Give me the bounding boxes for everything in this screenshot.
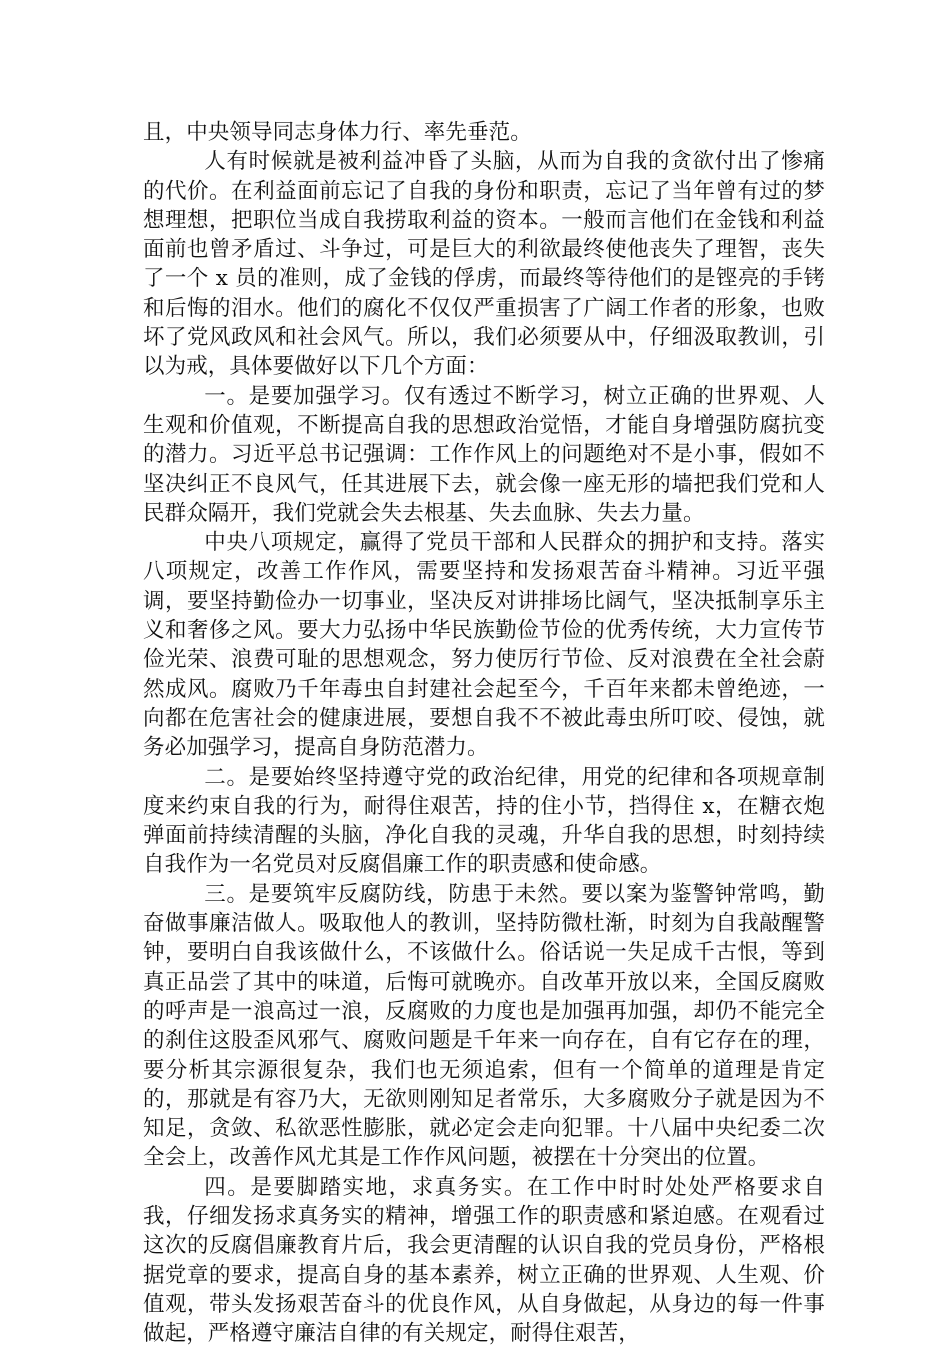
paragraph-eight-regulations: 中央八项规定，赢得了党员干部和人民群众的拥护和支持。落实八项规定，改善工作作风，需要坚持和发扬艰苦奋斗精神。习近平强调，要坚持勤俭办一切事业，坚决反对讲排场比阔气，坚决抵制享乐主义和奢侈之风。要大力弘扬中华民族勤俭节俭的优秀传统，大力宣传节俭光荣、浪费可耻的思想观念，努力使厉行节俭、反对浪费在全社会蔚然成风。腐败乃千年毒虫自封建社会起至今，千百年来都未曾绝迹，一向都在危害社会的健康进展，要想自我不不被此毒虫所叮咬、侵蚀，就务必加强学习，提高自身防范潜力。 (143, 530, 825, 761)
paragraph-point-one-study: 一。是要加强学习。仅有透过不断学习，树立正确的世界观、人生观和价值观，不断提高自我的思想政治觉悟，才能自身增强防腐抗变的潜力。习近平总书记强调：工作作风上的问题绝对不是小事，假如不坚决纠正不良风气，任其进展下去，就会像一座无形的墙把我们党和人民群众隔开，我们党就会失去根基、失去血脉、失去力量。 (143, 383, 825, 526)
paragraph-continuation: 且，中央领导同志身体力行、率先垂范。 (143, 120, 532, 145)
document-body (143, 118, 825, 1348)
paragraph-self-interest: 人有时候就是被利益冲昏了头脑，从而为自我的贪欲付出了惨痛的代价。在利益面前忘记了自我的身份和职责，忘记了当年曾有过的梦想理想，把职位当成自我捞取利益的资本。一般而言他们在金钱和利益面前也曾矛盾过、斗争过，可是巨大的利欲最终使他丧失了理智，丧失了一个 x 员的准则，成了金钱的俘虏，而最终等待他们的是铿亮的手铐和后悔的泪水。他们的腐化不仅仅严重损害了广阔工作者的形象，也败坏了党风政风和社会风气。所以，我们必须要从中，仔细汲取教训，引以为戒，具体要做好以下几个方面： (143, 149, 825, 380)
paragraph-point-two-discipline: 二。是要始终坚持遵守党的政治纪律，用党的纪律和各项规章制度来约束自我的行为，耐得住艰苦，持的住小节，挡得住 x，在糖衣炮弹面前持续清醒的头脑，净化自我的灵魂，升华自我的思想，时刻持续自我作为一名党员对反腐倡廉工作的职责感和使命感。 (143, 764, 825, 878)
paragraph-point-four-practical: 四。是要脚踏实地，求真务实。在工作中时时处处严格要求自我，仔细发扬求真务实的精神，增强工作的职责感和紧迫感。在观看过这次的反腐倡廉教育片后，我会更清醒的认识自我的党员身份，严格根据党章的要求，提高自身的基本素养，树立正确的世界观、人生观、价值观，带头发扬艰苦奋斗的优良作风，从自身做起，从身边的每一件事做起，严格遵守廉洁自律的有关规定，耐得住艰苦， (143, 1174, 825, 1347)
paragraph-point-three-defense: 三。是要筑牢反腐防线，防患于未然。要以案为鉴警钟常鸣，勤奋做事廉洁做人。吸取他人的教训，坚持防微杜渐，时刻为自我敲醒警钟，要明白自我该做什么，不该做什么。俗话说一失足成千古恨，等到真正品尝了其中的味道，后悔可就晚亦。自改革开放以来，全国反腐败的呼声是一浪高过一浪，反腐败的力度也是加强再加强，却仍不能完全的刹住这股歪风邪气、腐败问题是千年来一向存在，自有它存在的理，要分析其宗源很复杂，我们也无须追索，但有一个简单的道理是肯定的，那就是有容乃大，无欲则刚知足者常乐，大多腐败分子就是因为不知足，贪敛、私欲恶性膨胀，就必定会走向犯罪。十八届中央纪委二次全会上，改善作风尤其是工作作风问题，被摆在十分突出的位置。 (143, 881, 825, 1171)
